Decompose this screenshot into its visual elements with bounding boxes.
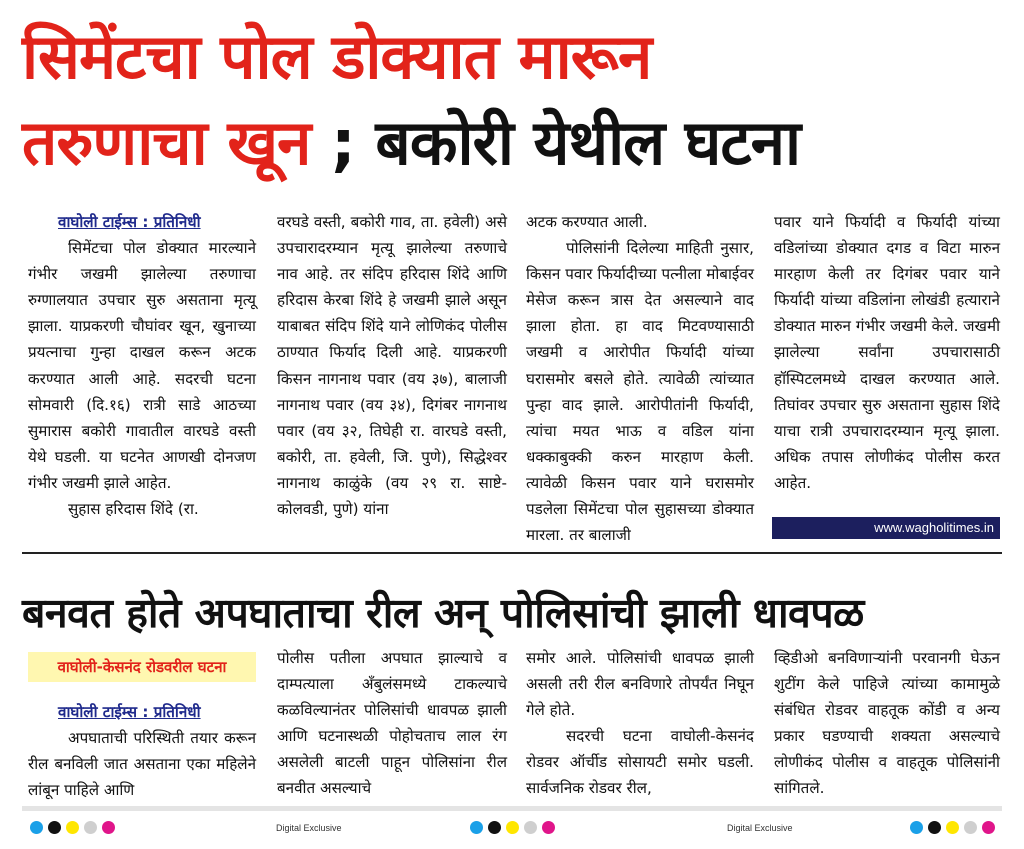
article1-headline-line1: सिमेंटचा पोल डोक्यात मारून — [22, 20, 652, 93]
article2-col2-para-1: पोलीस पतीला अपघात झाल्याचे व दाम्पत्याला अँबुलंसमध्ये टाकल्याचे कळविल्यानंतर पोलिसांची धावपळ झाली आणि घटनास्थळी पोहोचताच लाल रंग असलेली बाटली पाहून पोलिसांना रील बनवीत असल्याचे — [277, 649, 507, 798]
article2-col4-para-1: व्हिडीओ बनविणाऱ्यांनी परवानगी घेऊन शुटींग केले पाहिजे त्यांच्या कामामुळे संबंधित रोडवर वाहतूक कोंडी व अन्य प्रकार घडण्याची शक्यता असल्याचे लोणीकंद पोलीस व वाहतूक पोलिसांनी सांगितले. — [774, 649, 1000, 798]
magenta-dot — [102, 821, 115, 834]
article2-headline: बनवत होते अपघाताचा रील अन् पोलिसांची झाली धावपळ — [22, 589, 864, 637]
article2-col1-para-1: अपघाताची परिस्थिती तयार करून रील बनविली जात असताना एका महिलेने लांबून पाहिले आणि — [28, 729, 256, 800]
yellow-dot — [506, 821, 519, 834]
footer-bar — [22, 806, 1002, 811]
article1-headline-line2-red: तरुणाचा खून — [22, 106, 311, 179]
article1-column-3 — [526, 209, 754, 548]
color-registration-dots-center — [470, 821, 555, 835]
black-dot — [928, 821, 941, 834]
article2-byline: वाघोली टाईम्स : प्रतिनिधी — [58, 703, 201, 721]
cyan-dot — [30, 821, 43, 834]
yellow-dot — [66, 821, 79, 834]
black-dot — [488, 821, 501, 834]
article2-location-tag: वाघोली-केसनंद रोडवरील घटना — [28, 652, 256, 682]
website-url[interactable]: www.wagholitimes.in — [772, 517, 1000, 539]
cyan-dot — [910, 821, 923, 834]
article1-byline: वाघोली टाईम्स : प्रतिनिधी — [58, 213, 201, 231]
footer-label-center: Digital Exclusive — [276, 823, 342, 833]
article2-col3-para-1: समोर आले. पोलिसांची धावपळ झाली असली तरी रील बनविणारे तोपर्यंत निघून गेले होते. — [526, 649, 754, 720]
article1-column-4 — [774, 209, 1000, 496]
color-registration-dots-left — [30, 821, 115, 835]
section-divider — [22, 552, 1002, 554]
article1-col1-para-1: सिमेंटचा पोल डोक्यात मारल्याने गंभीर जखमी झालेल्या तरुणाचा रुग्णालयात उपचार सुरु असताना मृत्यू झाला. याप्रकरणी चौघांवर खून, खुनाच्या प्रयत्नाचा गुन्हा दाखल करून अटक करण्यात आली आहे. सदरची घटना सोमवारी (दि.१६) रात्री साडे आठच्या सुमारास बकोरी गावातील वारघडे वस्ती येथे घडली. या घटनेत आणखी दोनजण गंभीर जखमी झाले आहेत. — [28, 239, 256, 492]
article2-column-1 — [28, 699, 256, 803]
article1-headline-line2-black: ; बकोरी येथील घटना — [331, 106, 801, 179]
article1-column-1 — [28, 209, 256, 522]
grey-dot — [964, 821, 977, 834]
yellow-dot — [946, 821, 959, 834]
article1-col1-para-2: सुहास हरिदास शिंदे (रा. — [68, 500, 199, 519]
article1-col3-para-1: अटक करण्यात आली. — [526, 213, 648, 231]
black-dot — [48, 821, 61, 834]
magenta-dot — [542, 821, 555, 834]
article2-column-4 — [774, 645, 1000, 802]
magenta-dot — [982, 821, 995, 834]
cyan-dot — [470, 821, 483, 834]
article1-headline-line2 — [22, 106, 1024, 179]
article2-col3-para-2: सदरची घटना वाघोली-केसनंद रोडवर ऑर्चीड सोसायटी समोर घडली. सार्वजनिक रोडवर रील, — [526, 727, 754, 798]
grey-dot — [524, 821, 537, 834]
article2-column-3 — [526, 645, 754, 802]
color-registration-dots-right — [910, 821, 995, 835]
article2-column-2 — [277, 645, 507, 802]
grey-dot — [84, 821, 97, 834]
article1-col3-para-2: पोलिसांनी दिलेल्या माहिती नुसार, किसन पवार फिर्यादीच्या पत्नीला मोबाईवर मेसेज करून त्रास देत असल्याने वाद झाला होता. हा वाद मिटवण्यासाठी जखमी व आरोपीत फिर्यादी यांच्या घरासमोर बसले होते. त्यावेळी त्यांच्यात पुन्हा वाद झाले. आरोपीतांनी फिर्यादी, त्यांचा मयत भाऊ व वडिल यांना धक्काबुक्की करुन मारहाण केली. त्यावेळी किसन पवार याने घरासमोर पडलेला सिमेंटचा पोल सुहासच्या डोक्यात मारला. तर बालाजी — [526, 239, 754, 545]
footer-label-right: Digital Exclusive — [727, 823, 793, 833]
article1-col4-para-1: पवार याने फिर्यादी व फिर्यादी यांच्या वडिलांच्या डोक्यात दगड व विटा मारुन मारहाण केली तर दिगंबर पवार याने फिर्यादी यांच्या वडिलांना लोखंडी हत्याराने डोक्यात मारुन गंभीर जखमी केले. जखमी झालेल्या सर्वांना उपचारासाठी हॉस्पिटलमध्ये दाखल करण्यात आले. तिघांवर उपचार सुरु असताना सुहास शिंदे याचा रात्री उपचारादरम्यान मृत्यू झाला. अधिक तपास लोणीकंद पोलीस करत आहेत. — [774, 213, 1000, 492]
article1-col2-para-1: वरघडे वस्ती, बकोरी गाव, ता. हवेली) असे उपचारादरम्यान मृत्यू झालेल्या तरुणाचे नाव आहे. तर संदिप हरिदास शिंदे आणि हरिदास केरबा शिंदे हे जखमी झाले असून याबाबत संदिप शिंदे याने लोणिकंद पोलीस ठाण्यात फिर्याद दिली आहे. याप्रकरणी किसन नागनाथ पवार (वय ३७), बालाजी नागनाथ पवार (वय ३४), दिगंबर नागनाथ पवार (वय ३२, तिघेही रा. वारघडे वस्ती, बकोरी, ता. हवेली, जि. पुणे), सिद्धेश्वर नागनाथ काळुंके (वय २९ रा. साष्टे-कोलवडी, पुणे) यांना — [277, 213, 507, 519]
article1-column-2 — [277, 209, 507, 522]
